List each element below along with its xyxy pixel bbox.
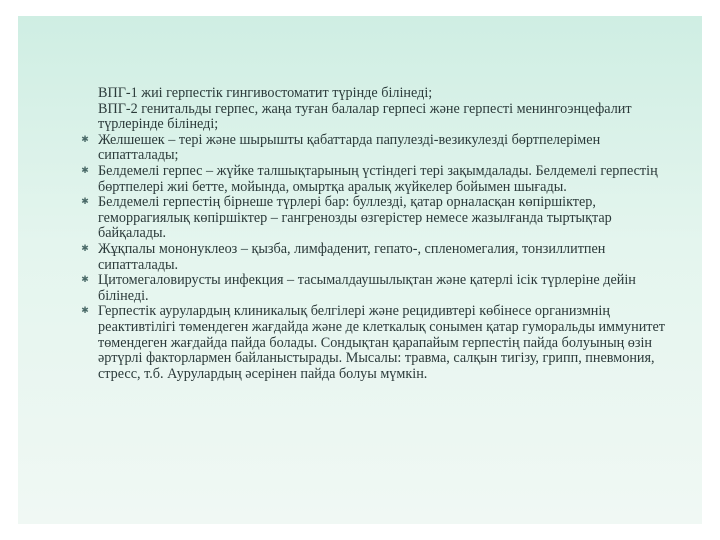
list-item	[74, 102, 674, 133]
list-item-text: Желшешек – тері және шырышты қабаттарда папулезді-везикулезді бөртпелерімен сипатталады;	[98, 131, 601, 164]
bullet-star-icon: ✱	[81, 134, 89, 145]
list-item-text: ВПГ-1 жиі герпестік гингивостоматит түрінде білінеді;	[98, 85, 433, 101]
bullet-star-icon: ✱	[81, 197, 89, 208]
list-item	[74, 164, 674, 195]
list-item-text: ВПГ-2 генитальды герпес, жаңа туған балалар герпесі және герпесті менингоэнцефалит түрлерінде білінеді;	[98, 100, 632, 133]
list-item-text: Белдемелі герпес – жүйке талшықтарының үстіндегі тері зақымдалады. Белдемелі герпестің бөртпелері жиі бетте, мойында, омыртқа аралық жүйкелер бойымен шығады.	[98, 162, 658, 195]
list-item-text: Герпестік аурулардың клиникалық белгілері және рецидивтері көбінесе организмнің реактивтілігі төмендеген жағдайда және де клеткалық сонымен қатар гуморальды иммунитет төмендеген жағдайда пайда болады. Сондықтан қарапайым герпестің пайда болуының өзін әртүрлі факторлармен байланыстырады. Мысалы: травма, салқын тигізу, грипп, пневмония, стресс, т.б. Аурулардың әсерінен пайда болуы мүмкін.	[98, 303, 665, 382]
bullet-star-icon: ✱	[81, 275, 89, 286]
list-item-text: Жұқпалы мононуклеоз – қызба, лимфаденит, гепато-, спленомегалия, тонзиллитпен сипатталады.	[98, 240, 606, 273]
list-item	[74, 133, 674, 164]
list-item	[74, 242, 674, 273]
list-item-text: Цитомегаловирусты инфекция – тасымалдаушылықтан және қатерлі ісік түрлеріне дейін білінеді.	[98, 272, 636, 304]
list-item	[74, 273, 674, 304]
list-item	[74, 195, 674, 242]
bullet-star-icon: ✱	[81, 306, 89, 317]
bullet-list	[74, 86, 674, 382]
bullet-star-icon: ✱	[81, 243, 89, 254]
list-item-text: Белдемелі герпестің бірнеше түрлері бар: буллезді, қатар орналасқан көпіршіктер, геморрагиялық көпіршіктер – гангренозды өзгерістер немесе жазылғанда тыртықтар байқалады.	[98, 194, 612, 242]
bullet-star-icon: ✱	[81, 165, 89, 176]
list-item	[74, 304, 674, 382]
list-item	[74, 86, 674, 102]
